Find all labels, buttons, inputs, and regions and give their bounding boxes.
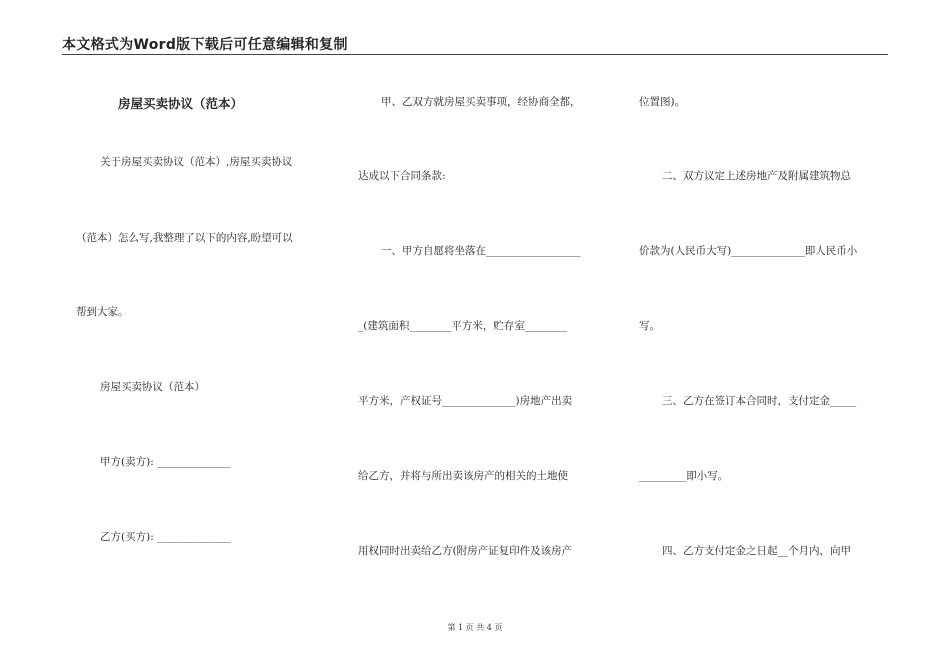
- text-line: 用权同时出卖给乙方(附房产证复印件及该房产: [358, 545, 573, 557]
- party-b-line: 乙方(买方): ______________: [100, 531, 231, 543]
- header-text: 本文格式为Word版下载后可任意编辑和复制: [62, 37, 348, 53]
- text-line: 位置图)。: [639, 96, 686, 108]
- doc-title: 房屋买卖协议（范本）: [118, 96, 244, 111]
- text-line: 房屋买卖协议（范本）: [100, 381, 205, 393]
- page-footer: 第 1 页 共 4 页: [447, 623, 503, 632]
- text-line: 达成以下合同条款:: [358, 170, 446, 182]
- text-line: 平方米，产权证号______________)房地产出卖: [358, 395, 573, 407]
- party-a-line: 甲方(卖方): ______________: [100, 456, 231, 468]
- text-line: 写。: [639, 320, 660, 332]
- text-line: 甲、乙双方就房屋买卖事项，经协商全都，: [381, 96, 581, 108]
- text-line: 一、甲方自愿将坐落在__________________: [381, 245, 581, 257]
- page-header: [62, 34, 888, 55]
- text-line: _________即小写。: [639, 470, 729, 482]
- text-line: 价款为(人民币大写)______________即人民币小: [639, 245, 858, 257]
- text-line: 四、乙方支付定金之日起__个月内，向甲: [662, 545, 851, 557]
- text-line: 关于房屋买卖协议（范本）,房屋买卖协议: [100, 156, 293, 168]
- text-line: 二、双方议定上述房地产及附属建筑物总: [662, 170, 851, 182]
- text-line: 给乙方，并将与所出卖该房产的相关的土地使: [358, 470, 568, 482]
- text-line: （范本）怎么写,我整理了以下的内容,盼望可以: [76, 232, 293, 244]
- text-line: _(建筑面积________平方米，贮存室________: [358, 320, 567, 332]
- text-line: 帮到大家。: [76, 306, 129, 318]
- text-line: 三、乙方在签订本合同时，支付定金_____: [662, 395, 857, 407]
